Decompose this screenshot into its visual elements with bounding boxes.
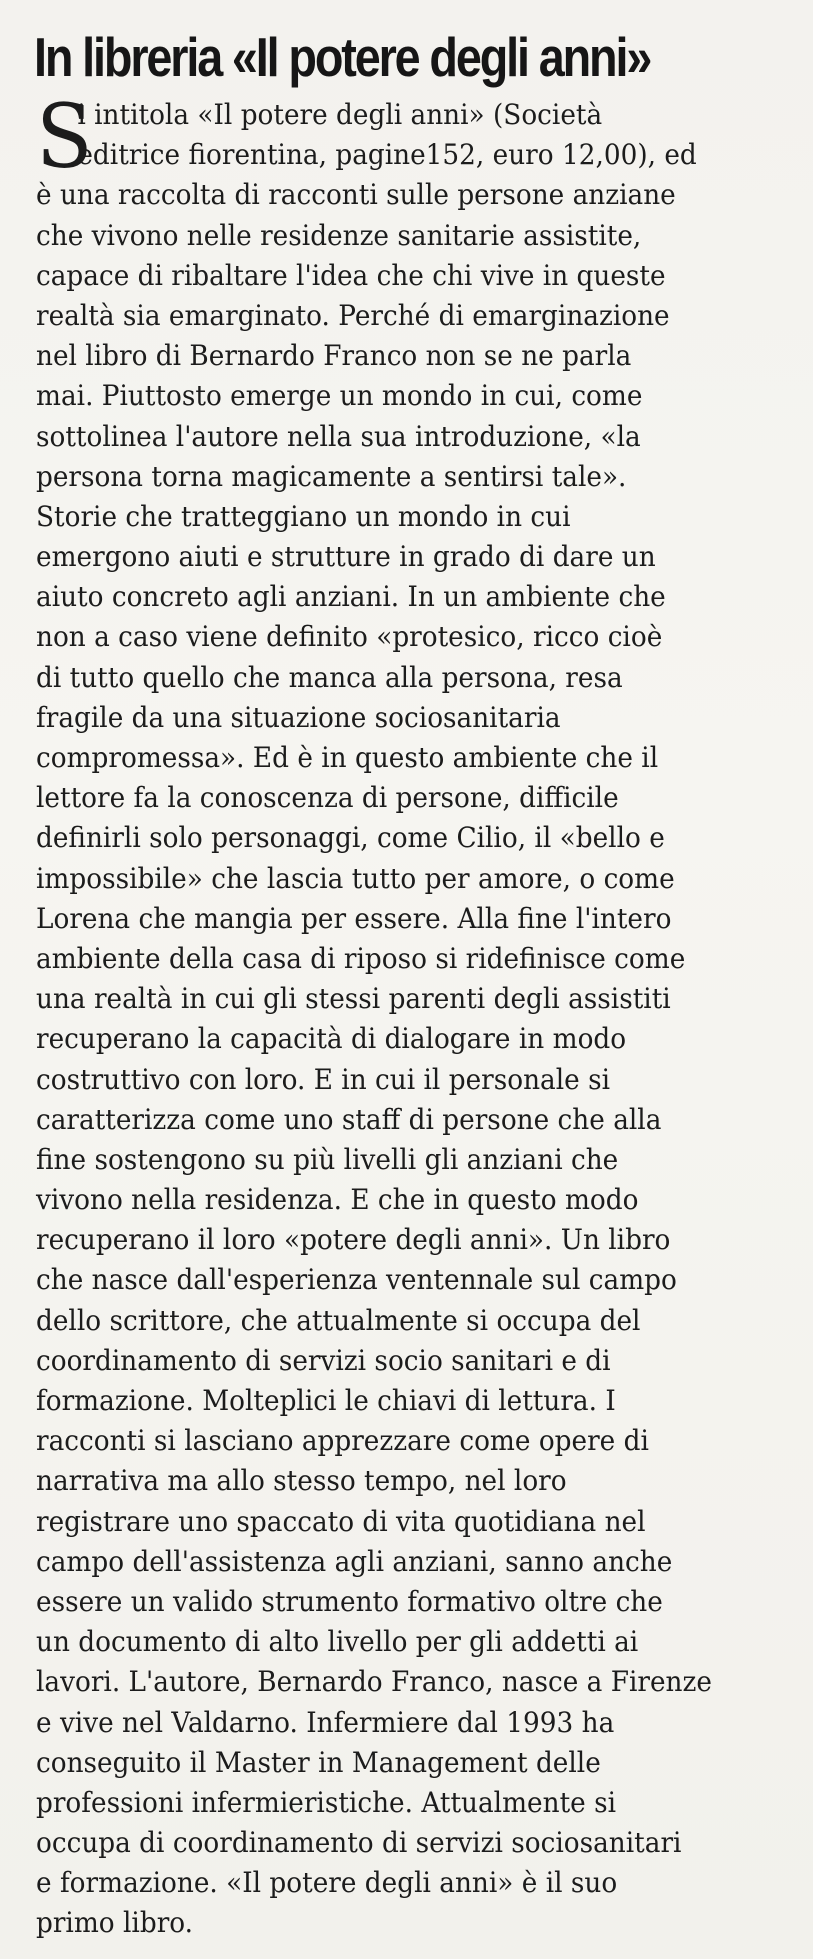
- article-line: formazione. Molteplici le chiavi di lettura. I: [36, 1384, 616, 1417]
- article-line: compromessa». Ed è in questo ambiente che il: [36, 741, 659, 774]
- article-headline: In libreria «Il potere degli anni»: [34, 26, 651, 88]
- article-line: mai. Piuttosto emerge un mondo in cui, come: [36, 379, 643, 413]
- article-line: lettore fa la conoscenza di persone, difficile: [36, 781, 619, 815]
- article-line: dello scrittore, che attualmente si occupa del: [36, 1303, 641, 1337]
- article-line: che vivono nelle residenze sanitarie assistite,: [36, 218, 642, 252]
- article-line: impossibile» che lascia tutto per amore, o come: [36, 861, 675, 895]
- article-line: nel libro di Bernardo Franco non se ne parla: [36, 339, 632, 373]
- article-line: primo libro.: [36, 1906, 194, 1940]
- article-line: una realtà in cui gli stessi parenti degli assistiti: [36, 982, 671, 1016]
- article-line: registrare uno spaccato di vita quotidiana nel: [36, 1504, 646, 1538]
- article-line: definirli solo personaggi, come Cilio, il «bello e: [36, 821, 665, 855]
- article-body: [36, 85, 750, 1944]
- article-line: aiuto concreto agli anziani. In un ambiente che: [36, 580, 666, 614]
- article-line: lavori. L'autore, Bernardo Franco, nasce a Firenze: [36, 1665, 712, 1699]
- article-line: Lorena che mangia per essere. Alla fine l'intero: [36, 901, 672, 935]
- article-line: emergono aiuti e strutture in grado di dare un: [36, 540, 656, 574]
- article-line: vivono nella residenza. E che in questo modo: [36, 1183, 639, 1217]
- article-line: realtà sia emarginato. Perché di emarginazione: [36, 298, 670, 332]
- article-line: recuperano il loro «potere degli anni». Un libro: [36, 1223, 671, 1257]
- article-line: racconti si lasciano apprezzare come opere di: [36, 1424, 649, 1458]
- article-line: essere un valido strumento formativo oltre che: [36, 1584, 663, 1618]
- article-line: caratterizza come uno staff di persone che alla: [36, 1102, 662, 1136]
- article-line: non a caso viene definito «protesico, ricco cioè: [36, 620, 663, 654]
- drop-cap: S: [36, 85, 93, 188]
- article-line: narrativa ma allo stesso tempo, nel loro: [36, 1464, 567, 1498]
- article-line: costruttivo con loro. E in cui il personale si: [36, 1062, 611, 1096]
- article-line: un documento di alto livello per gli addetti ai: [36, 1625, 639, 1659]
- article-line: recuperano la capacità di dialogare in modo: [36, 1022, 627, 1056]
- article-line: fine sostengono su più livelli gli anziani che: [36, 1142, 619, 1176]
- article-line: Storie che tratteggiano un mondo in cui: [36, 499, 571, 533]
- article-line: e vive nel Valdarno. Infermiere dal 1993 ha: [36, 1705, 615, 1739]
- article-line: è una raccolta di racconti sulle persone anziane: [36, 178, 676, 212]
- article-line: fragile da una situazione sociosanitaria: [36, 700, 561, 734]
- article-line: di tutto quello che manca alla persona, resa: [36, 660, 623, 694]
- article-line: capace di ribaltare l'idea che chi vive in queste: [36, 258, 666, 292]
- article-line: campo dell'assistenza agli anziani, sanno anche: [36, 1544, 673, 1578]
- article-line: professioni infermieristiche. Attualmente si: [36, 1785, 617, 1819]
- article-line: i intitola «Il potere degli anni» (Società: [77, 98, 603, 131]
- article-line: occupa di coordinamento di servizi sociosanitari: [36, 1826, 682, 1860]
- article-line: sottolinea l'autore nella sua introduzione, «la: [36, 419, 641, 453]
- article-line: conseguito il Master in Management delle: [36, 1745, 601, 1779]
- article-line: e formazione. «Il potere degli anni» è il suo: [36, 1866, 618, 1900]
- article-line: editrice fiorentina, pagine152, euro 12,00), ed: [77, 138, 697, 172]
- article-line: persona torna magicamente a sentirsi tale».: [36, 459, 627, 493]
- article-line: ambiente della casa di riposo si ridefinisce come: [36, 941, 686, 975]
- article-line: che nasce dall'esperienza ventennale sul campo: [36, 1263, 677, 1297]
- article-line: coordinamento di servizi socio sanitari e di: [36, 1343, 611, 1377]
